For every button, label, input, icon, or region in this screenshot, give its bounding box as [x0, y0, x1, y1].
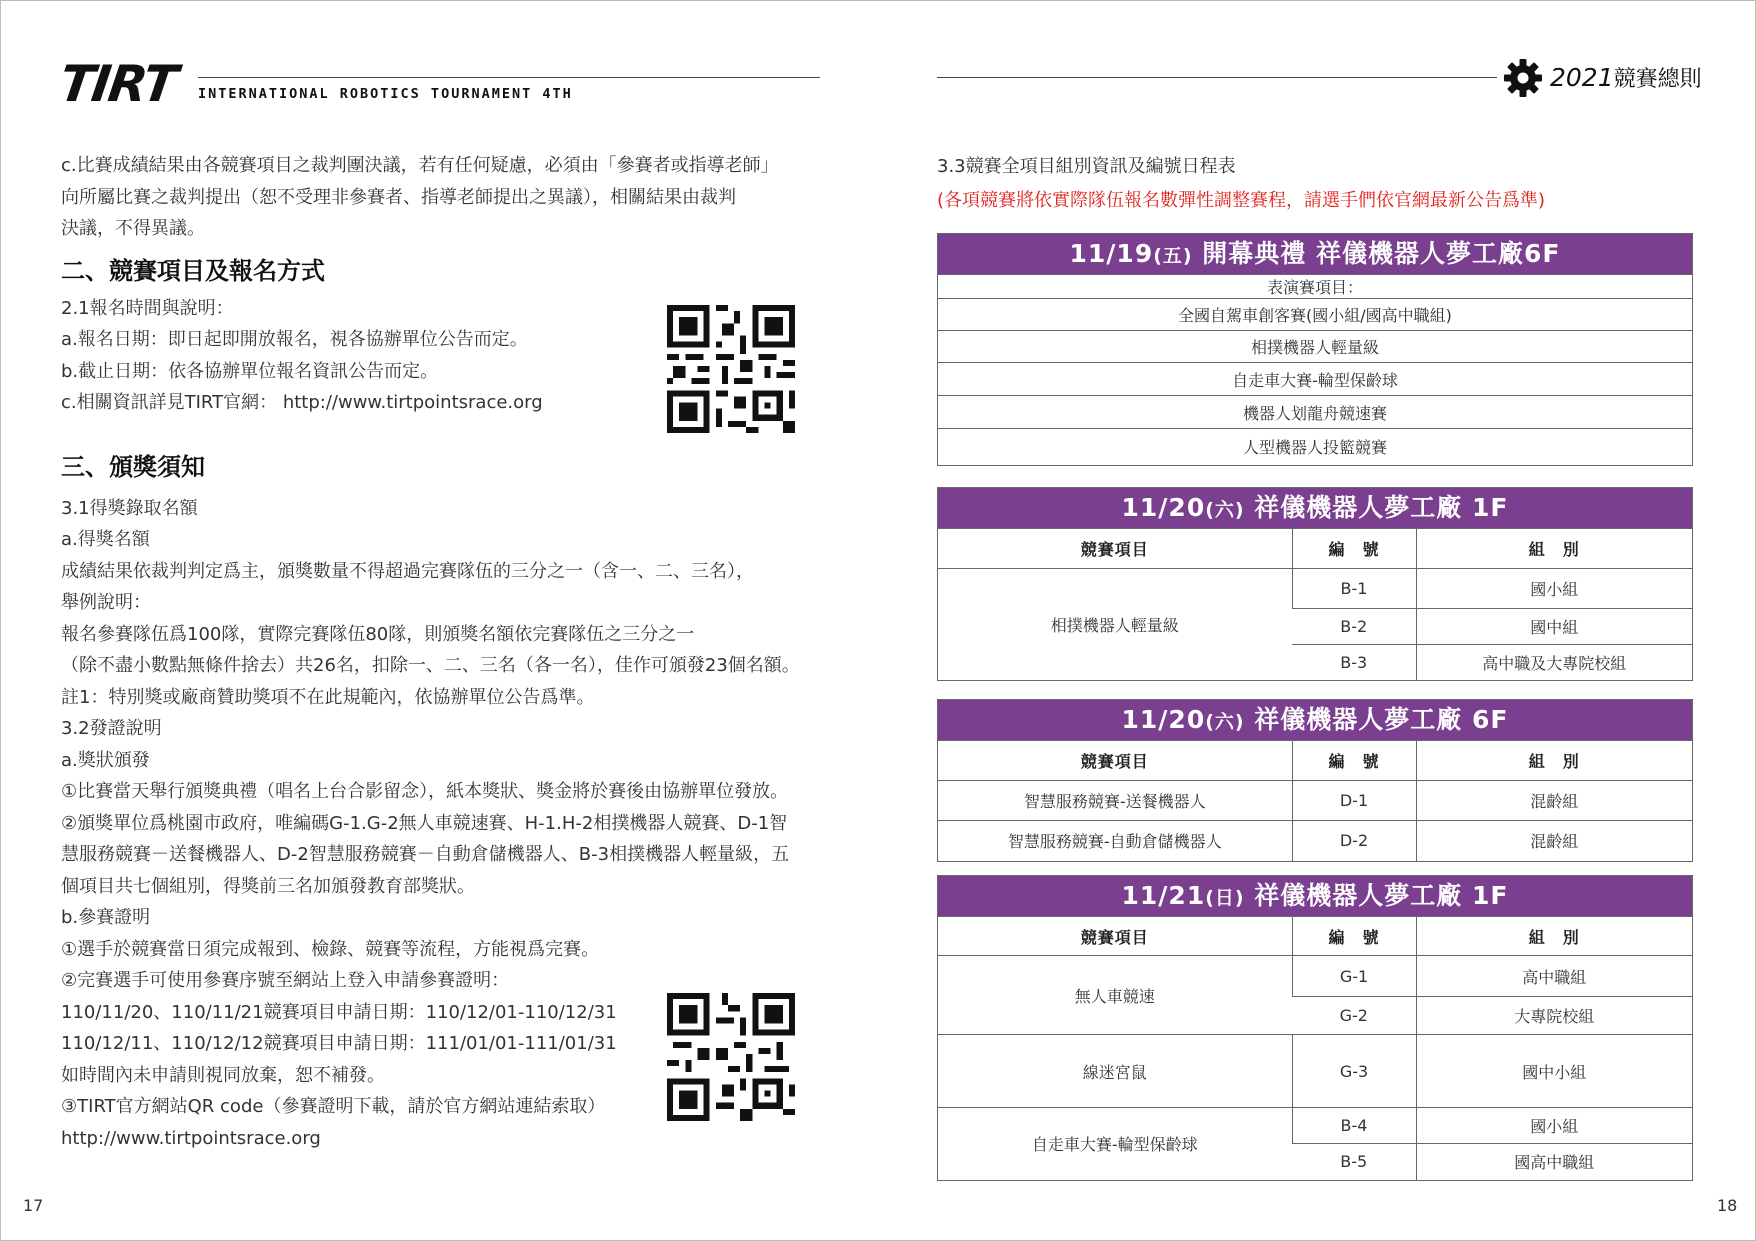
- code-cell: B-4: [1292, 1108, 1416, 1144]
- schedule-block-1120-1f: [937, 487, 1693, 681]
- award-text-line: 110/11/20、110/11/21競賽項目申請日期：110/12/01-110/12/31: [61, 1001, 617, 1023]
- page-number-left: 17: [23, 1196, 44, 1215]
- table-row: [938, 1108, 1692, 1144]
- award-text-line: 註1：特別獎或廠商贊助獎項不在此規範內，依協辦單位公告爲準。: [61, 686, 595, 708]
- event-cell: 相撲機器人輕量級: [938, 569, 1292, 680]
- code-cell: G-1: [1292, 956, 1416, 997]
- reg-text-line: b.截止日期：依各協辦單位報名資訊公告而定。: [61, 360, 439, 382]
- page-number-right: 18: [1717, 1196, 1738, 1215]
- award-text-line: ②頒獎單位爲桃園市政府，唯編碼G-1.G-2無人車競速賽、H-1.H-2相撲機器人競賽、D-1智: [61, 812, 788, 834]
- schedule-block-1121-1f: [937, 875, 1693, 1181]
- schedule-note: (各項競賽將依實際隊伍報名數彈性調整賽程，請選手們依官網最新公告爲準): [937, 190, 1546, 211]
- schedule-table: [938, 740, 1692, 861]
- tirt-logo: TIRT: [55, 55, 180, 113]
- table-row: [938, 363, 1692, 396]
- block-date: 11/21: [1121, 881, 1206, 910]
- award-text-line: ①選手於競賽當日須完成報到、檢錄、競賽等流程，方能視爲完賽。: [61, 938, 600, 960]
- event-cell: 智慧服務競賽-送餐機器人: [938, 781, 1292, 821]
- group-cell: 國中小組: [1416, 1035, 1692, 1108]
- award-text-line: 3.1得獎錄取名額: [61, 497, 198, 519]
- block-day: (六): [1205, 711, 1245, 733]
- col-header-event: 競賽項目: [938, 917, 1292, 956]
- block-header: [938, 700, 1692, 740]
- table-row: [938, 821, 1692, 861]
- code-cell: B-3: [1292, 645, 1416, 680]
- reg-text-line: c.相關資訊詳見TIRT官網： http://www.tirtpointsrace.org: [61, 392, 543, 413]
- qr-code-icon: [667, 305, 795, 433]
- award-text-line: a.得獎名額: [61, 529, 150, 550]
- col-header-event: 競賽項目: [938, 529, 1292, 569]
- block-day: (六): [1205, 499, 1245, 521]
- table-row: [938, 1035, 1692, 1108]
- schedule-block-1120-6f: [937, 699, 1693, 862]
- header-right-title: [1550, 62, 1702, 93]
- code-cell: G-2: [1292, 997, 1416, 1035]
- table-cell: 相撲機器人輕量級: [938, 331, 1692, 363]
- reg-text-line: 2.1報名時間與說明：: [61, 297, 234, 319]
- schedule-block-opening: [937, 233, 1693, 466]
- col-header-group: 組 別: [1416, 741, 1692, 781]
- qr-code-icon: [667, 993, 795, 1121]
- rule-text-line: 決議，不得異議。: [61, 218, 205, 239]
- block-day: (日): [1205, 887, 1245, 909]
- award-text-line: b.參賽證明: [61, 907, 151, 928]
- code-cell: B-5: [1292, 1144, 1416, 1180]
- block-date: 11/19: [1069, 239, 1154, 268]
- award-text-line: ①比賽當天舉行頒獎典禮（唱名上台合影留念），紙本獎狀、獎金將於賽後由協辦單位發放。: [61, 781, 789, 802]
- block-header: [938, 234, 1692, 274]
- table-cell: 全國自駕車創客賽(國小組/國高中職組): [938, 299, 1692, 331]
- block-title: 祥儀機器人夢工廠 1F: [1244, 493, 1509, 522]
- award-text-line: 舉例說明：: [61, 592, 151, 613]
- block-header: [938, 876, 1692, 916]
- header-rule-right: [937, 77, 1497, 78]
- event-cell: 線迷宮鼠: [938, 1035, 1292, 1108]
- award-text-line: 個項目共七個組別，得獎前三名加頒發教育部獎狀。: [61, 875, 475, 897]
- group-cell: 國小組: [1416, 569, 1692, 609]
- block-date: 11/20: [1121, 705, 1206, 734]
- block-title: 祥儀機器人夢工廠 6F: [1244, 705, 1509, 734]
- section-heading-registration: 二、競賽項目及報名方式: [61, 256, 325, 285]
- table-row: [938, 275, 1692, 299]
- col-header-code: 編 號: [1292, 741, 1416, 781]
- block-header: [938, 488, 1692, 528]
- award-text-line: 成績結果依裁判判定爲主，頒獎數量不得超過完賽隊伍的三分之一（含一、二、三名），: [61, 560, 754, 582]
- table-row: [938, 331, 1692, 363]
- block-title: 祥儀機器人夢工廠 1F: [1244, 881, 1509, 910]
- award-text-line: 報名參賽隊伍爲100隊，實際完賽隊伍80隊，則頒獎名額依完賽隊伍之三分之一: [61, 623, 695, 645]
- col-header-event: 競賽項目: [938, 741, 1292, 781]
- table-row: [938, 396, 1692, 429]
- award-text-line: ②完賽選手可使用參賽序號至網站上登入申請參賽證明：: [61, 970, 510, 991]
- table-row: [938, 429, 1692, 465]
- gear-icon: [1503, 58, 1543, 98]
- table-cell: 人型機器人投籃競賽: [938, 429, 1692, 465]
- col-header-group: 組 別: [1416, 917, 1692, 956]
- table-row: [938, 569, 1692, 609]
- schedule-table: [938, 274, 1692, 465]
- table-header-row: [938, 741, 1692, 781]
- schedule-table: [938, 528, 1692, 680]
- header-rule-left: [198, 77, 820, 78]
- award-text-line: a.獎狀頒發: [61, 749, 150, 771]
- award-text-line: ③TIRT官方網站QR code（參賽證明下載，請於官方網站連結索取）: [61, 1096, 606, 1117]
- table-row: [938, 781, 1692, 821]
- group-cell: 國小組: [1416, 1108, 1692, 1144]
- group-cell: 國中組: [1416, 609, 1692, 645]
- code-cell: B-2: [1292, 609, 1416, 645]
- award-text-line: 3.2發證說明: [61, 718, 162, 739]
- group-cell: 國高中職組: [1416, 1144, 1692, 1180]
- block-date: 11/20: [1121, 493, 1206, 522]
- rule-text-line: 向所屬比賽之裁判提出（恕不受理非參賽者、指導老師提出之異議），相關結果由裁判: [61, 186, 736, 208]
- group-cell: 混齡組: [1416, 821, 1692, 861]
- event-cell: 自走車大賽-輪型保齡球: [938, 1108, 1292, 1180]
- award-text-line: （除不盡小數點無條件捨去）共26名，扣除一、二、三名（各一名），佳作可頒發23個名額。: [61, 655, 800, 676]
- table-header-row: [938, 529, 1692, 569]
- code-cell: G-3: [1292, 1035, 1416, 1108]
- section-heading-awards: 三、頒獎須知: [61, 452, 205, 481]
- award-text-line: 慧服務競賽－送餐機器人、D-2智慧服務競賽－自動倉儲機器人、B-3相撲機器人輕量級，五: [61, 844, 790, 865]
- code-cell: D-2: [1292, 821, 1416, 861]
- code-cell: B-1: [1292, 569, 1416, 609]
- reg-text-line: a.報名日期：即日起即開放報名，視各協辦單位公告而定。: [61, 329, 528, 350]
- header-year: 2021: [1550, 63, 1614, 92]
- rule-text-line: c.比賽成績結果由各競賽項目之裁判團決議，若有任何疑慮，必須由「參賽者或指導老師」: [61, 155, 779, 176]
- schedule-title: 3.3競賽全項目組別資訊及編號日程表: [937, 156, 1236, 177]
- event-cell: 智慧服務競賽-自動倉儲機器人: [938, 821, 1292, 861]
- group-cell: 混齡組: [1416, 781, 1692, 821]
- award-text-line: 110/12/11、110/12/12競賽項目申請日期：111/01/01-111/01/31: [61, 1033, 617, 1054]
- table-row: [938, 956, 1692, 997]
- block-title: 開幕典禮 祥儀機器人夢工廠6F: [1192, 239, 1561, 268]
- schedule-table: [938, 916, 1692, 1180]
- code-cell: D-1: [1292, 781, 1416, 821]
- col-header-group: 組 別: [1416, 529, 1692, 569]
- table-cell: 自走車大賽-輪型保齡球: [938, 363, 1692, 396]
- block-day: (五): [1153, 245, 1193, 267]
- group-cell: 高中職組: [1416, 956, 1692, 997]
- award-text-line: http://www.tirtpointsrace.org: [61, 1127, 321, 1149]
- col-header-code: 編 號: [1292, 529, 1416, 569]
- event-cell: 無人車競速: [938, 956, 1292, 1035]
- group-cell: 高中職及大專院校組: [1416, 645, 1692, 680]
- table-cell: 機器人划龍舟競速賽: [938, 396, 1692, 429]
- header-section: 競賽總則: [1613, 67, 1702, 92]
- table-header-row: [938, 917, 1692, 956]
- col-header-code: 編 號: [1292, 917, 1416, 956]
- group-cell: 大專院校組: [1416, 997, 1692, 1035]
- table-cell: 表演賽項目：: [938, 275, 1692, 299]
- header-tagline: INTERNATIONAL ROBOTICS TOURNAMENT 4TH: [198, 86, 573, 102]
- award-text-line: 如時間內未申請則視同放棄，恕不補發。: [61, 1064, 385, 1086]
- table-row: [938, 299, 1692, 331]
